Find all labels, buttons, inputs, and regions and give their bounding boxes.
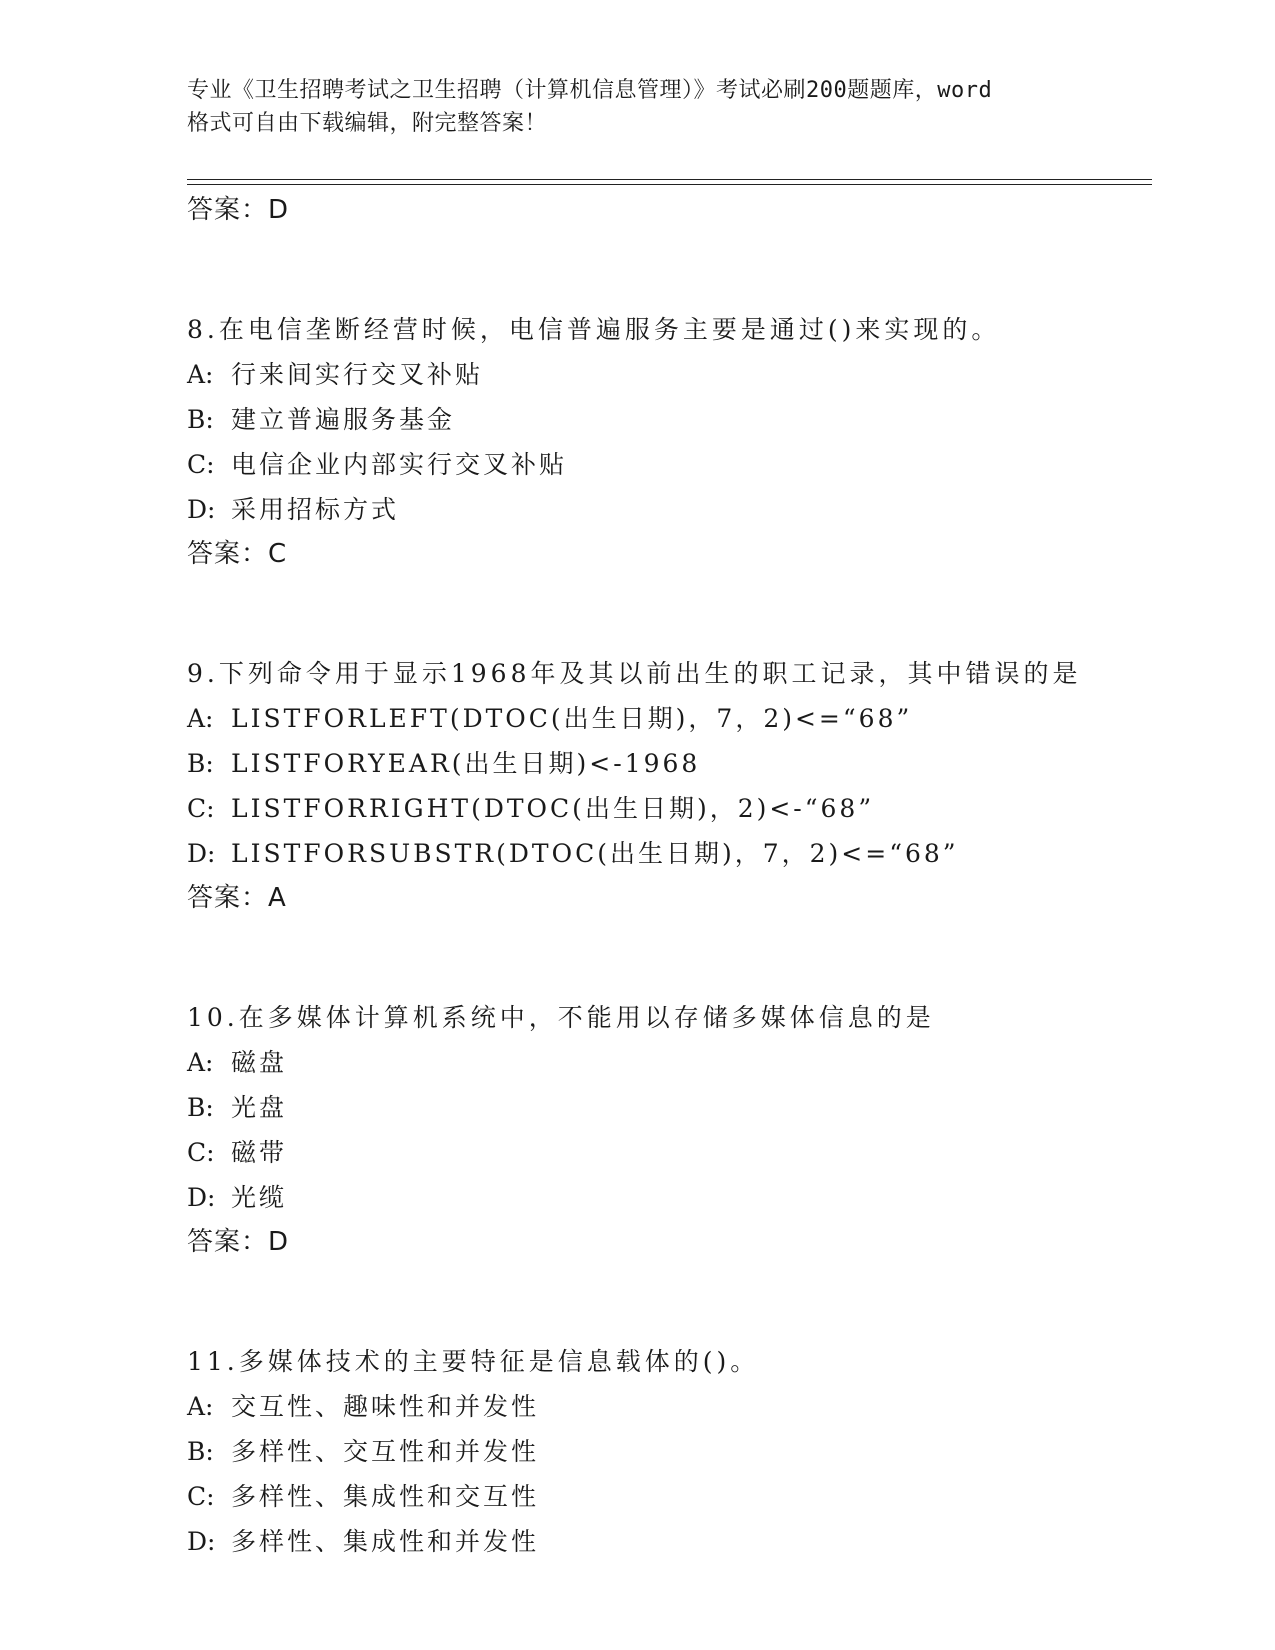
option-text: 光盘 [231,1093,288,1122]
option-text: LISTFORSUBSTR(DTOC(出生日期)，7，2)<=“68” [231,839,959,868]
option-text: 电信企业内部实行交叉补贴 [231,450,568,479]
question-text: 11.多媒体技术的主要特征是信息载体的()。 [187,1347,760,1376]
document-header [187,74,1087,140]
header-rule-top [187,179,1152,180]
header-line-1: 专业《卫生招聘考试之卫生招聘（计算机信息管理）》考试必刷200题题库，word [187,78,993,103]
question-text: 10.在多媒体计算机系统中，不能用以存储多媒体信息的是 [187,1003,935,1032]
option-text: 行来间实行交叉补贴 [231,360,484,389]
option-letter: B: [187,749,214,778]
option-a [187,1384,1152,1429]
option-letter: D: [187,839,216,868]
option-b [187,397,1152,442]
option-text: 多样性、交互性和并发性 [231,1437,540,1466]
option-d [187,831,1152,876]
option-text: 光缆 [231,1183,288,1212]
option-letter: B: [187,1437,214,1466]
option-letter: A: [187,1392,214,1421]
answer: 答案：D [187,1227,290,1257]
question-10 [187,995,1152,1265]
option-b [187,1429,1152,1474]
option-a [187,1040,1152,1085]
option-letter: A: [187,1048,214,1077]
option-letter: B: [187,405,214,434]
question-9 [187,651,1152,921]
option-text: 建立普遍服务基金 [231,405,456,434]
option-b [187,741,1152,786]
option-d [187,487,1152,532]
question-8 [187,307,1152,577]
option-c [187,786,1152,831]
option-letter: C: [187,1482,215,1511]
header-rule-bottom [187,184,1152,185]
option-b [187,1085,1152,1130]
header-line-2: 格式可自由下载编辑，附完整答案！ [187,111,548,136]
option-letter: A: [187,704,214,733]
question-text: 9.下列命令用于显示1968年及其以前出生的职工记录，其中错误的是 [187,659,1082,688]
document-body [187,188,1152,1564]
option-letter: C: [187,1138,215,1167]
option-text: 采用招标方式 [231,495,400,524]
option-letter: D: [187,1183,216,1212]
option-text: 磁盘 [231,1048,288,1077]
option-letter: B: [187,1093,214,1122]
option-text: 磁带 [231,1138,288,1167]
option-letter: D: [187,495,216,524]
option-a [187,696,1152,741]
option-d [187,1519,1152,1564]
option-letter: C: [187,450,215,479]
option-text: LISTFORRIGHT(DTOC(出生日期)，2)<-“68” [231,794,875,823]
option-c [187,1130,1152,1175]
option-text: LISTFORLEFT(DTOC(出生日期)，7，2)<=“68” [231,704,913,733]
answer: 答案：C [187,539,288,569]
option-letter: A: [187,360,214,389]
option-letter: C: [187,794,215,823]
option-d [187,1175,1152,1220]
previous-answer: 答案：D [187,195,290,225]
option-letter: D: [187,1527,216,1556]
option-c [187,1474,1152,1519]
option-text: 交互性、趣味性和并发性 [231,1392,540,1421]
question-text: 8.在电信垄断经营时候，电信普遍服务主要是通过()来实现的。 [187,315,1001,344]
option-text: 多样性、集成性和并发性 [231,1527,540,1556]
option-text: 多样性、集成性和交互性 [231,1482,540,1511]
answer: 答案：A [187,883,287,913]
question-11 [187,1339,1152,1564]
option-a [187,352,1152,397]
option-c [187,442,1152,487]
option-text: LISTFORYEAR(出生日期)<-1968 [231,749,701,778]
